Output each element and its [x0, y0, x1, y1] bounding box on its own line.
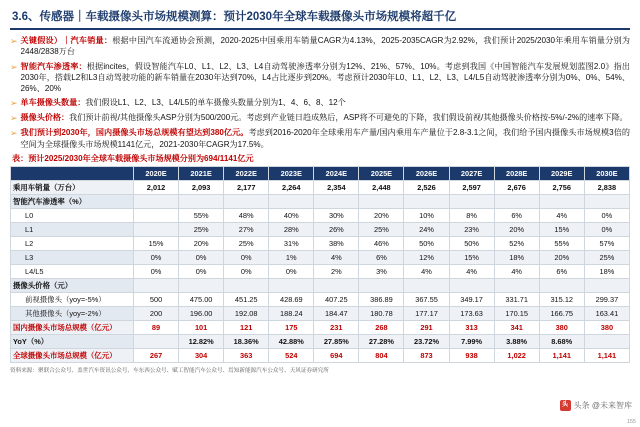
- page-number: 155: [626, 419, 636, 425]
- table-cell: 180.78: [359, 307, 404, 321]
- table-cell: 12.82%: [179, 335, 224, 349]
- table-cell: 25%: [584, 251, 629, 265]
- table-cell: 3.88%: [494, 335, 539, 349]
- table-cell: [494, 279, 539, 293]
- table-cell: 291: [404, 321, 449, 335]
- table-cell: [224, 195, 269, 209]
- bullet-text: [21, 61, 630, 95]
- table-cell: 30%: [314, 209, 359, 223]
- table-cell: 18%: [494, 251, 539, 265]
- table-cell: 27%: [224, 223, 269, 237]
- table-cell: [584, 195, 629, 209]
- column-header: 2030E: [584, 167, 629, 181]
- table-cell: 231: [314, 321, 359, 335]
- table-cell: 38%: [314, 237, 359, 251]
- table-cell: [224, 279, 269, 293]
- table-cell: 2,756: [539, 181, 584, 195]
- table-cell: 0%: [224, 265, 269, 279]
- table-cell: 23.72%: [404, 335, 449, 349]
- table-cell: 349.17: [449, 293, 494, 307]
- list-item: [10, 35, 630, 58]
- bullet-body: 根据中国汽车流通协会预测，2020-2025中国乘用车销量CAGR为4.13%，2025-2035CAGR为2.92%，我们预计2025/2030年乘用车销量分别为2448/2838万台: [20, 36, 630, 57]
- table-cell: 57%: [584, 237, 629, 251]
- table-row: [11, 181, 630, 195]
- table-cell: 2,177: [224, 181, 269, 195]
- table-cell: 475.00: [179, 293, 224, 307]
- table-cell: 0%: [179, 265, 224, 279]
- table-cell: 27.28%: [359, 335, 404, 349]
- table-cell: 4%: [314, 251, 359, 265]
- table-cell: 27.85%: [314, 335, 359, 349]
- row-label: L3: [11, 251, 134, 265]
- table-row: [11, 293, 630, 307]
- table-cell: 6%: [494, 209, 539, 223]
- column-header: 2024E: [314, 167, 359, 181]
- table-cell: 20%: [494, 223, 539, 237]
- table-cell: 2,012: [134, 181, 179, 195]
- bullet-arrow-icon: ➢: [10, 36, 18, 46]
- row-label: 其他摄像头（yoy=-2%）: [11, 307, 134, 321]
- table-cell: 42.88%: [269, 335, 314, 349]
- table-cell: [539, 195, 584, 209]
- watermark-text: 头条 @未来智库: [573, 401, 632, 410]
- bullet-body: 我们假设L1、L2、L3、L4/L5的单车摄像头数量分别为1、4、6、8、12个: [85, 98, 346, 108]
- table-cell: [269, 195, 314, 209]
- table-cell: 0%: [134, 251, 179, 265]
- table-row: [11, 335, 630, 349]
- table-cell: 4%: [539, 209, 584, 223]
- table-cell: 0%: [269, 265, 314, 279]
- column-header: 2026E: [404, 167, 449, 181]
- table-cell: 15%: [449, 251, 494, 265]
- table-body: [11, 181, 630, 363]
- table-cell: 363: [224, 349, 269, 363]
- table-cell: 2,354: [314, 181, 359, 195]
- table-cell: [179, 279, 224, 293]
- table-cell: 500: [134, 293, 179, 307]
- table-cell: 50%: [404, 237, 449, 251]
- table-row: [11, 307, 630, 321]
- table-cell: 524: [269, 349, 314, 363]
- table-cell: [314, 195, 359, 209]
- table-cell: [314, 279, 359, 293]
- table-cell: 694: [314, 349, 359, 363]
- table-cell: 2,264: [269, 181, 314, 195]
- table-cell: 192.08: [224, 307, 269, 321]
- table-cell: 89: [134, 321, 179, 335]
- column-header: 2020E: [134, 167, 179, 181]
- table-cell: 55%: [539, 237, 584, 251]
- table-cell: 451.25: [224, 293, 269, 307]
- table-cell: 0%: [179, 251, 224, 265]
- table-cell: 7.99%: [449, 335, 494, 349]
- table-cell: 48%: [224, 209, 269, 223]
- table-cell: 1%: [269, 251, 314, 265]
- table-cell: 188.24: [269, 307, 314, 321]
- bullet-text: [21, 127, 630, 150]
- table-cell: 313: [449, 321, 494, 335]
- list-item: [10, 127, 630, 150]
- table-cell: 386.89: [359, 293, 404, 307]
- row-label: 国内摄像头市场总规模（亿元）: [11, 321, 134, 335]
- table-cell: 25%: [179, 223, 224, 237]
- table-cell: 25%: [224, 237, 269, 251]
- row-label: 摄像头价格（元）: [11, 279, 134, 293]
- table-cell: 18.36%: [224, 335, 269, 349]
- table-cell: [539, 279, 584, 293]
- table-cell: 163.41: [584, 307, 629, 321]
- bullet-body: 考虑到2016-2020年全球乘用车产量/国内乘用车产量位于2.8-3.1之间，我们给予国内摄像头市场规模3倍的空间为全球摄像头市场规模1141亿元，2021-2030年CAGR为17.5%。: [20, 128, 630, 149]
- bullet-text: [21, 97, 346, 108]
- table-cell: 55%: [179, 209, 224, 223]
- table-cell: 0%: [224, 251, 269, 265]
- table-cell: 196.00: [179, 307, 224, 321]
- table-cell: 873: [404, 349, 449, 363]
- column-header: 2027E: [449, 167, 494, 181]
- list-item: [10, 61, 630, 95]
- table-row: [11, 209, 630, 223]
- table-row: [11, 251, 630, 265]
- table-cell: [584, 335, 629, 349]
- table-cell: [359, 279, 404, 293]
- page-title: 3.6、传感器｜车载摄像头市场规模测算：预计2030年全球车载摄像头市场规模将超千亿: [10, 6, 630, 30]
- table-row: [11, 321, 630, 335]
- table-row: [11, 279, 630, 293]
- table-cell: [449, 279, 494, 293]
- table-cell: 40%: [269, 209, 314, 223]
- row-label: L1: [11, 223, 134, 237]
- table-cell: 1,141: [584, 349, 629, 363]
- table-cell: 50%: [449, 237, 494, 251]
- bullet-text: [21, 35, 630, 58]
- table-cell: 304: [179, 349, 224, 363]
- table-cell: 0%: [584, 209, 629, 223]
- column-header: 2022E: [224, 167, 269, 181]
- table-cell: [134, 223, 179, 237]
- bullet-list: [10, 35, 630, 150]
- table-cell: 4%: [449, 265, 494, 279]
- table-cell: 2,676: [494, 181, 539, 195]
- table-cell: 3%: [359, 265, 404, 279]
- table-cell: 267: [134, 349, 179, 363]
- table-cell: 268: [359, 321, 404, 335]
- column-header: [11, 167, 134, 181]
- table-row: [11, 265, 630, 279]
- table-cell: 52%: [494, 237, 539, 251]
- table-cell: 4%: [404, 265, 449, 279]
- table-cell: 46%: [359, 237, 404, 251]
- table-cell: [449, 195, 494, 209]
- table-cell: 2,448: [359, 181, 404, 195]
- table-header-row: [11, 167, 630, 181]
- table-cell: 101: [179, 321, 224, 335]
- bullet-lead: 单车摄像头数量：: [20, 98, 86, 108]
- table-cell: 20%: [359, 209, 404, 223]
- table-cell: 170.15: [494, 307, 539, 321]
- table-cell: 166.75: [539, 307, 584, 321]
- table-cell: [179, 195, 224, 209]
- table-cell: 804: [359, 349, 404, 363]
- table-cell: 428.69: [269, 293, 314, 307]
- toutiao-icon: 头: [560, 400, 571, 411]
- column-header: 2029E: [539, 167, 584, 181]
- table-cell: [269, 279, 314, 293]
- bullet-arrow-icon: ➢: [10, 128, 18, 139]
- table-cell: 341: [494, 321, 539, 335]
- table-cell: 28%: [269, 223, 314, 237]
- table-cell: 15%: [134, 237, 179, 251]
- table-cell: 184.47: [314, 307, 359, 321]
- table-cell: 121: [224, 321, 269, 335]
- table-cell: [584, 279, 629, 293]
- table-cell: 380: [539, 321, 584, 335]
- list-item: [10, 112, 630, 124]
- table-cell: 0%: [584, 223, 629, 237]
- table-cell: [359, 195, 404, 209]
- table-cell: 2,838: [584, 181, 629, 195]
- table-cell: 4%: [494, 265, 539, 279]
- table-cell: 1,141: [539, 349, 584, 363]
- table-cell: [494, 195, 539, 209]
- watermark-badge: [560, 400, 632, 411]
- column-header: 2028E: [494, 167, 539, 181]
- table-cell: 10%: [404, 209, 449, 223]
- bullet-body: 根据incites，假设智能汽车L0、L1、L2、L3、L4自动驾驶渗透率分别为12%、21%、57%、10%。考虑到我国《中国智能汽车发展规划蓝图2.0》指出2030年，搭载L2和L3自动驾驶功能的新车销量在2030年达到70%，L4占比逐步到20%。考虑预计2030年L0、L1、L2、L3、L4/L5自动驾驶渗透率分别为0%、0%、54%、26%、20%: [20, 61, 630, 94]
- table-cell: [134, 209, 179, 223]
- table-cell: 1,022: [494, 349, 539, 363]
- table-cell: 367.55: [404, 293, 449, 307]
- row-label: 乘用车销量（万台）: [11, 181, 134, 195]
- bullet-arrow-icon: ➢: [10, 113, 18, 124]
- table-cell: 177.17: [404, 307, 449, 321]
- table-row: [11, 237, 630, 251]
- table-cell: [134, 335, 179, 349]
- table-cell: 315.12: [539, 293, 584, 307]
- table-caption: 表：预计2025/2030年全球车载摄像头市场规模分别为694/1141亿元: [12, 154, 254, 164]
- bullet-body: 我们预计前视/其他摄像头ASP分别为500/200元。考虑到产业链日趋成熟后，ASP将不可避免的下降，我们假设前视/其他摄像头价格按-5%/-2%的速率下降。: [69, 113, 628, 123]
- table-cell: 2,526: [404, 181, 449, 195]
- table-cell: 2,093: [179, 181, 224, 195]
- row-label: L0: [11, 209, 134, 223]
- row-label: 前视摄像头（yoy=-5%）: [11, 293, 134, 307]
- forecast-table: [10, 166, 630, 363]
- table-row: [11, 195, 630, 209]
- table-row: [11, 349, 630, 363]
- column-header: 2025E: [359, 167, 404, 181]
- table-cell: 200: [134, 307, 179, 321]
- table-cell: [404, 279, 449, 293]
- table-cell: 23%: [449, 223, 494, 237]
- table-cell: 25%: [359, 223, 404, 237]
- table-row: [11, 223, 630, 237]
- table-cell: 175: [269, 321, 314, 335]
- bullet-arrow-icon: ➢: [10, 61, 18, 72]
- table-cell: 18%: [584, 265, 629, 279]
- source-note: 资料来源：聚联合公众号、盖世汽车资讯公众号、车东西公众号、赋工智能汽车公众号、焉知新能源汽车公众号、天风证券研究所: [10, 368, 329, 375]
- table-cell: 26%: [314, 223, 359, 237]
- row-label: 全球摄像头市场总规模（亿元）: [11, 349, 134, 363]
- table-cell: [134, 279, 179, 293]
- table-cell: 938: [449, 349, 494, 363]
- table-cell: 331.71: [494, 293, 539, 307]
- table-cell: [134, 195, 179, 209]
- table-cell: 2%: [314, 265, 359, 279]
- bullet-text: [21, 112, 628, 123]
- table-cell: 0%: [134, 265, 179, 279]
- table-cell: 6%: [539, 265, 584, 279]
- table-cell: 6%: [359, 251, 404, 265]
- table-cell: 12%: [404, 251, 449, 265]
- row-label: 智能汽车渗透率（%）: [11, 195, 134, 209]
- table-cell: 8%: [449, 209, 494, 223]
- table-header: [11, 167, 630, 181]
- bullet-lead: 智能汽车渗透率：: [20, 61, 87, 71]
- table-cell: 173.63: [449, 307, 494, 321]
- table-cell: 24%: [404, 223, 449, 237]
- table-cell: 299.37: [584, 293, 629, 307]
- table-cell: 2,597: [449, 181, 494, 195]
- row-label: YoY（%）: [11, 335, 134, 349]
- table-cell: 20%: [539, 251, 584, 265]
- table-cell: 8.68%: [539, 335, 584, 349]
- column-header: 2021E: [179, 167, 224, 181]
- row-label: L4/L5: [11, 265, 134, 279]
- bullet-lead: 关键假设）｜汽车销量：: [20, 36, 113, 45]
- table-cell: 380: [584, 321, 629, 335]
- table-cell: 407.25: [314, 293, 359, 307]
- table-cell: [404, 195, 449, 209]
- bullet-lead: 摄像头价格：: [20, 113, 70, 123]
- table-cell: 31%: [269, 237, 314, 251]
- row-label: L2: [11, 237, 134, 251]
- bullet-arrow-icon: ➢: [10, 98, 18, 109]
- list-item: [10, 97, 630, 109]
- table-cell: 20%: [179, 237, 224, 251]
- table-cell: 15%: [539, 223, 584, 237]
- bullet-lead: 我们预计到2030年，国内摄像头市场总规模有望达到380亿元。: [20, 128, 249, 138]
- column-header: 2023E: [269, 167, 314, 181]
